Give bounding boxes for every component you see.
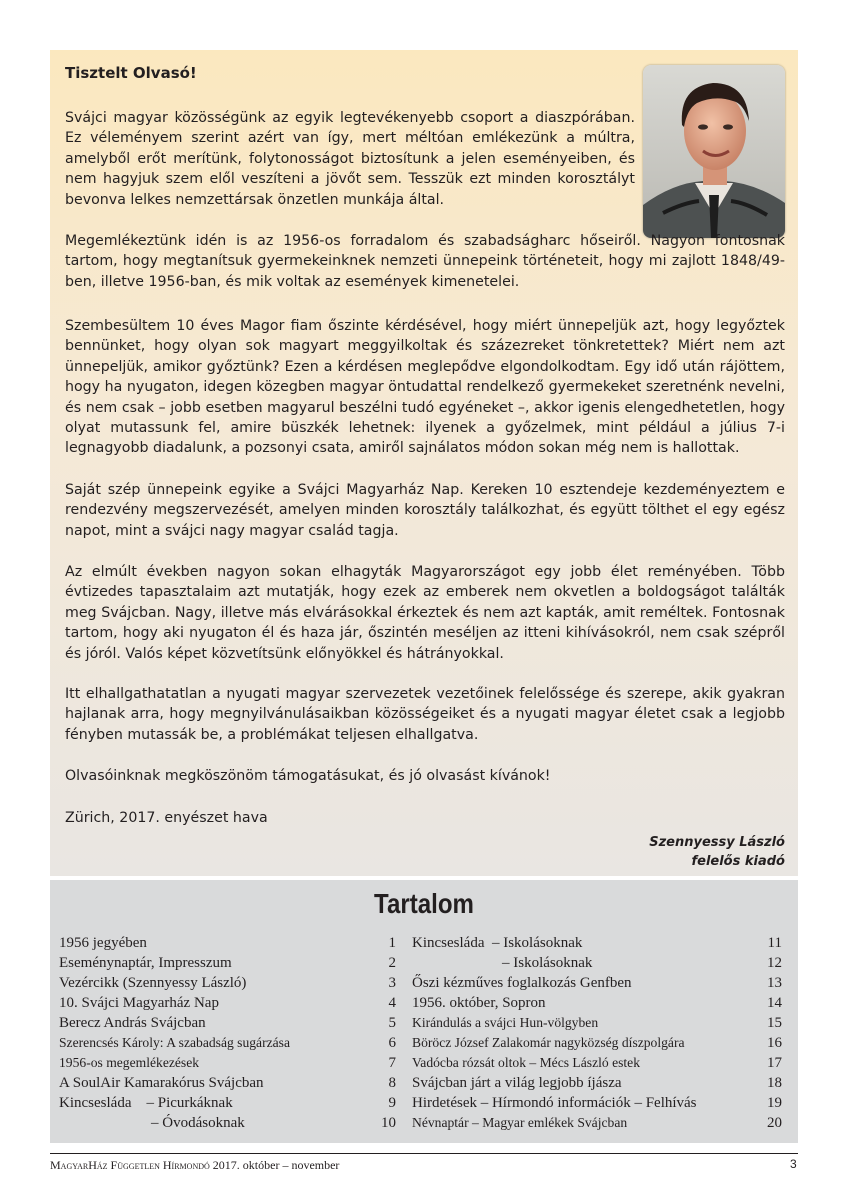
toc-entry-page: 8 xyxy=(388,1075,396,1091)
toc-entry[interactable] xyxy=(59,993,396,1013)
toc-entry-page: 13 xyxy=(767,975,782,991)
toc-column-right xyxy=(412,933,782,1133)
toc-entry[interactable] xyxy=(59,1073,396,1093)
toc-entry-title: Szerencsés Károly: A szabadság sugárzása xyxy=(59,1035,291,1050)
toc-entry-title: Eseménynaptár, Impresszum xyxy=(59,955,232,971)
toc-entry-page: 11 xyxy=(767,935,782,951)
toc-entry[interactable] xyxy=(59,973,396,993)
toc-entry[interactable] xyxy=(59,1033,396,1053)
toc-entry-page: 6 xyxy=(388,1035,396,1051)
toc-entry-title: 1956. október, Sopron xyxy=(412,995,546,1011)
toc-entry-title: – Óvodásoknak xyxy=(151,1115,245,1131)
toc-entry-title: Vadócba rózsát oltok – Mécs László estek xyxy=(412,1055,640,1070)
toc-entry-page: 7 xyxy=(388,1055,396,1071)
toc-entry-title: Svájcban járt a világ legjobb íjásza xyxy=(412,1075,622,1091)
toc-entry[interactable] xyxy=(412,973,782,993)
issue-date: 2017. október – november xyxy=(212,1158,340,1172)
toc-entry[interactable] xyxy=(59,1013,396,1033)
toc-entry-title: Kincsesláda – Iskolásoknak xyxy=(412,935,583,951)
letter-dateline: Zürich, 2017. enyészet hava xyxy=(65,810,268,826)
footer-publication xyxy=(50,1158,339,1173)
toc-entry[interactable] xyxy=(412,1073,782,1093)
toc-entry-page: 15 xyxy=(767,1015,782,1031)
toc-entry-page: 1 xyxy=(388,935,396,951)
toc-entry-title: Névnaptár – Magyar emlékek Svájcban xyxy=(412,1115,628,1130)
publication-name: MagyarHáz Független Hírmondó xyxy=(50,1158,210,1172)
toc-entry[interactable] xyxy=(412,933,782,953)
toc-title: Tartalom xyxy=(374,888,474,919)
signature xyxy=(649,833,785,871)
toc-entry[interactable] xyxy=(59,1053,396,1073)
editorial-letter xyxy=(50,50,798,876)
toc-entry-title: Kincsesláda – Picurkáknak xyxy=(59,1095,233,1111)
toc-entry-page: 12 xyxy=(767,955,782,971)
toc-entry-title: 10. Svájci Magyarház Nap xyxy=(59,995,219,1011)
toc-entry-title: Berecz András Svájcban xyxy=(59,1015,206,1031)
toc-entry[interactable] xyxy=(59,1093,396,1113)
toc-entry[interactable] xyxy=(412,1013,782,1033)
toc-entry[interactable] xyxy=(412,953,782,973)
letter-paragraph: Itt elhallgathatatlan a nyugati magyar szervezetek vezetőinek felelőssége és szerepe, akik gyakran hajlanak arra, hogy megnyilvánulásaikban közösségeiket és a nyugati magyar életet csak a legjobb fényben mutassák be, a problémákat teljesen elhallgatva. xyxy=(65,686,785,743)
toc-entry-title: A SoulAir Kamarakórus Svájcban xyxy=(59,1075,264,1091)
toc-entry[interactable] xyxy=(412,1093,782,1113)
toc-entry-page: 17 xyxy=(767,1055,782,1071)
toc-entry[interactable] xyxy=(412,1113,782,1133)
toc-entry[interactable] xyxy=(412,993,782,1013)
page-number: 3 xyxy=(790,1157,797,1171)
toc-entry-title: – Iskolásoknak xyxy=(502,955,593,971)
toc-entry-title: Őszi kézműves foglalkozás Genfben xyxy=(412,975,632,991)
toc-entry-page: 19 xyxy=(767,1095,782,1111)
toc-entry-page: 9 xyxy=(388,1095,396,1111)
letter-paragraph: Olvasóinknak megköszönöm támogatásukat, és jó olvasást kívánok! xyxy=(65,768,551,784)
toc-entry-page: 20 xyxy=(767,1115,782,1131)
toc-entry[interactable] xyxy=(412,1033,782,1053)
toc-entry-page: 3 xyxy=(388,975,396,991)
toc-entry-title: Kirándulás a svájci Hun-völgyben xyxy=(412,1015,599,1030)
letter-greeting: Tisztelt Olvasó! xyxy=(65,64,197,82)
toc-entry[interactable] xyxy=(412,1053,782,1073)
author-portrait xyxy=(643,65,785,238)
table-of-contents xyxy=(50,880,798,1143)
toc-entry-page: 10 xyxy=(381,1115,396,1131)
toc-entry-page: 18 xyxy=(767,1075,782,1091)
toc-entry[interactable] xyxy=(59,933,396,953)
signature-name: Szennyessy László xyxy=(649,835,785,850)
toc-entry-title: 1956-os megemlékezések xyxy=(59,1055,200,1070)
signature-role: felelős kiadó xyxy=(691,854,785,869)
toc-entry-page: 4 xyxy=(388,995,396,1011)
footer-divider xyxy=(50,1153,798,1154)
toc-entry-page: 5 xyxy=(388,1015,396,1031)
toc-entry-page: 2 xyxy=(388,955,396,971)
toc-column-left xyxy=(59,933,396,1133)
toc-entry[interactable] xyxy=(59,953,396,973)
toc-entry-title: Böröcz József Zalakomár nagyközség díszpolgára xyxy=(412,1035,685,1050)
toc-entry-page: 16 xyxy=(767,1035,782,1051)
toc-entry[interactable] xyxy=(59,1113,396,1133)
letter-paragraph: Saját szép ünnepeink egyike a Svájci Magyarház Nap. Kereken 10 esztendeje kezdeményeztem e rendezvény megszervezését, amelyen minden korosztály találkozhat, és együtt tölthet el egy egész napot, mint a svájci nagy magyar család tagja. xyxy=(65,482,785,539)
toc-entry-page: 14 xyxy=(767,995,782,1011)
letter-paragraph: Megemlékeztünk idén is az 1956-os forradalom és szabadságharc hőseiről. Nagyon fontosnak tartom, hogy megtanítsuk gyermekeinknek nemzeti ünnepeink történeteit, hogy mi zajlott 1848/49-ben, illetve 1956-ban, és mik voltak az események kimenetelei. xyxy=(65,233,785,290)
letter-paragraph: Szembesültem 10 éves Magor fiam őszinte kérdésével, hogy miért ünnepeljük azt, hogy legyőztek bennünket, hogy olyan sok magyart meggyilkoltak és százezreket tönkretettek? Miért nem azt ünnepeljük, amikor győztünk? Ezen a kérdésen meglepődve elgondolkodtam. Egy idő után rájöttem, hogy ha nyugaton, idegen közegben magyar öntudattal rendelkező gyermekeket szeretnénk nevelni, és nem csak – jobb esetben magyarul beszélni tudó egyéneket –, akkor igenis elengedhetetlen, hogy olyat mutassunk fel, amire büszkék lehetnek: ilyenek a győzelmek, mint például a július 7-i legnagyobb diadalunk, a pozsonyi csata, amiről sajnálatos módon sokan még nem is hallottak. xyxy=(65,318,785,457)
letter-paragraph: Az elmúlt években nagyon sokan elhagyták Magyarországot egy jobb élet reményében. Több évtizedes tapasztalaim azt mutatják, hogy ezek az emberek nem okvetlen a boldogságot találták meg Svájcban. Nagy, illetve más elvárásokkal érkeztek és nem azt kapták, amit reméltek. Fontosnak tartom, hogy aki nyugaton él és haza jár, őszintén meséljen az itteni kihívásokról, nem csak szépről és jóról. Valós képet közvetítsünk előnyökkel és hátrányokkal. xyxy=(65,564,785,662)
toc-entry-title: 1956 jegyében xyxy=(59,935,147,951)
toc-entry-title: Vezércikk (Szennyessy László) xyxy=(59,975,247,991)
toc-entry-title: Hirdetések – Hírmondó információk – Felhívás xyxy=(412,1095,697,1111)
letter-paragraph: Svájci magyar közösségünk az egyik legtevékenyebb csoport a diaszpórában. Ez véleményem szerint azért van így, mert méltóan emlékezünk a múltra, amelyből erőt merítünk, folytonosságot biztosítunk a jelen eseményeiben, és nem hagyjuk szem elől veszíteni a jövőt sem. Tesszük ezt minden korosztályt bevonva lelkes nemzettársak önzetlen munkája által. xyxy=(65,110,635,208)
